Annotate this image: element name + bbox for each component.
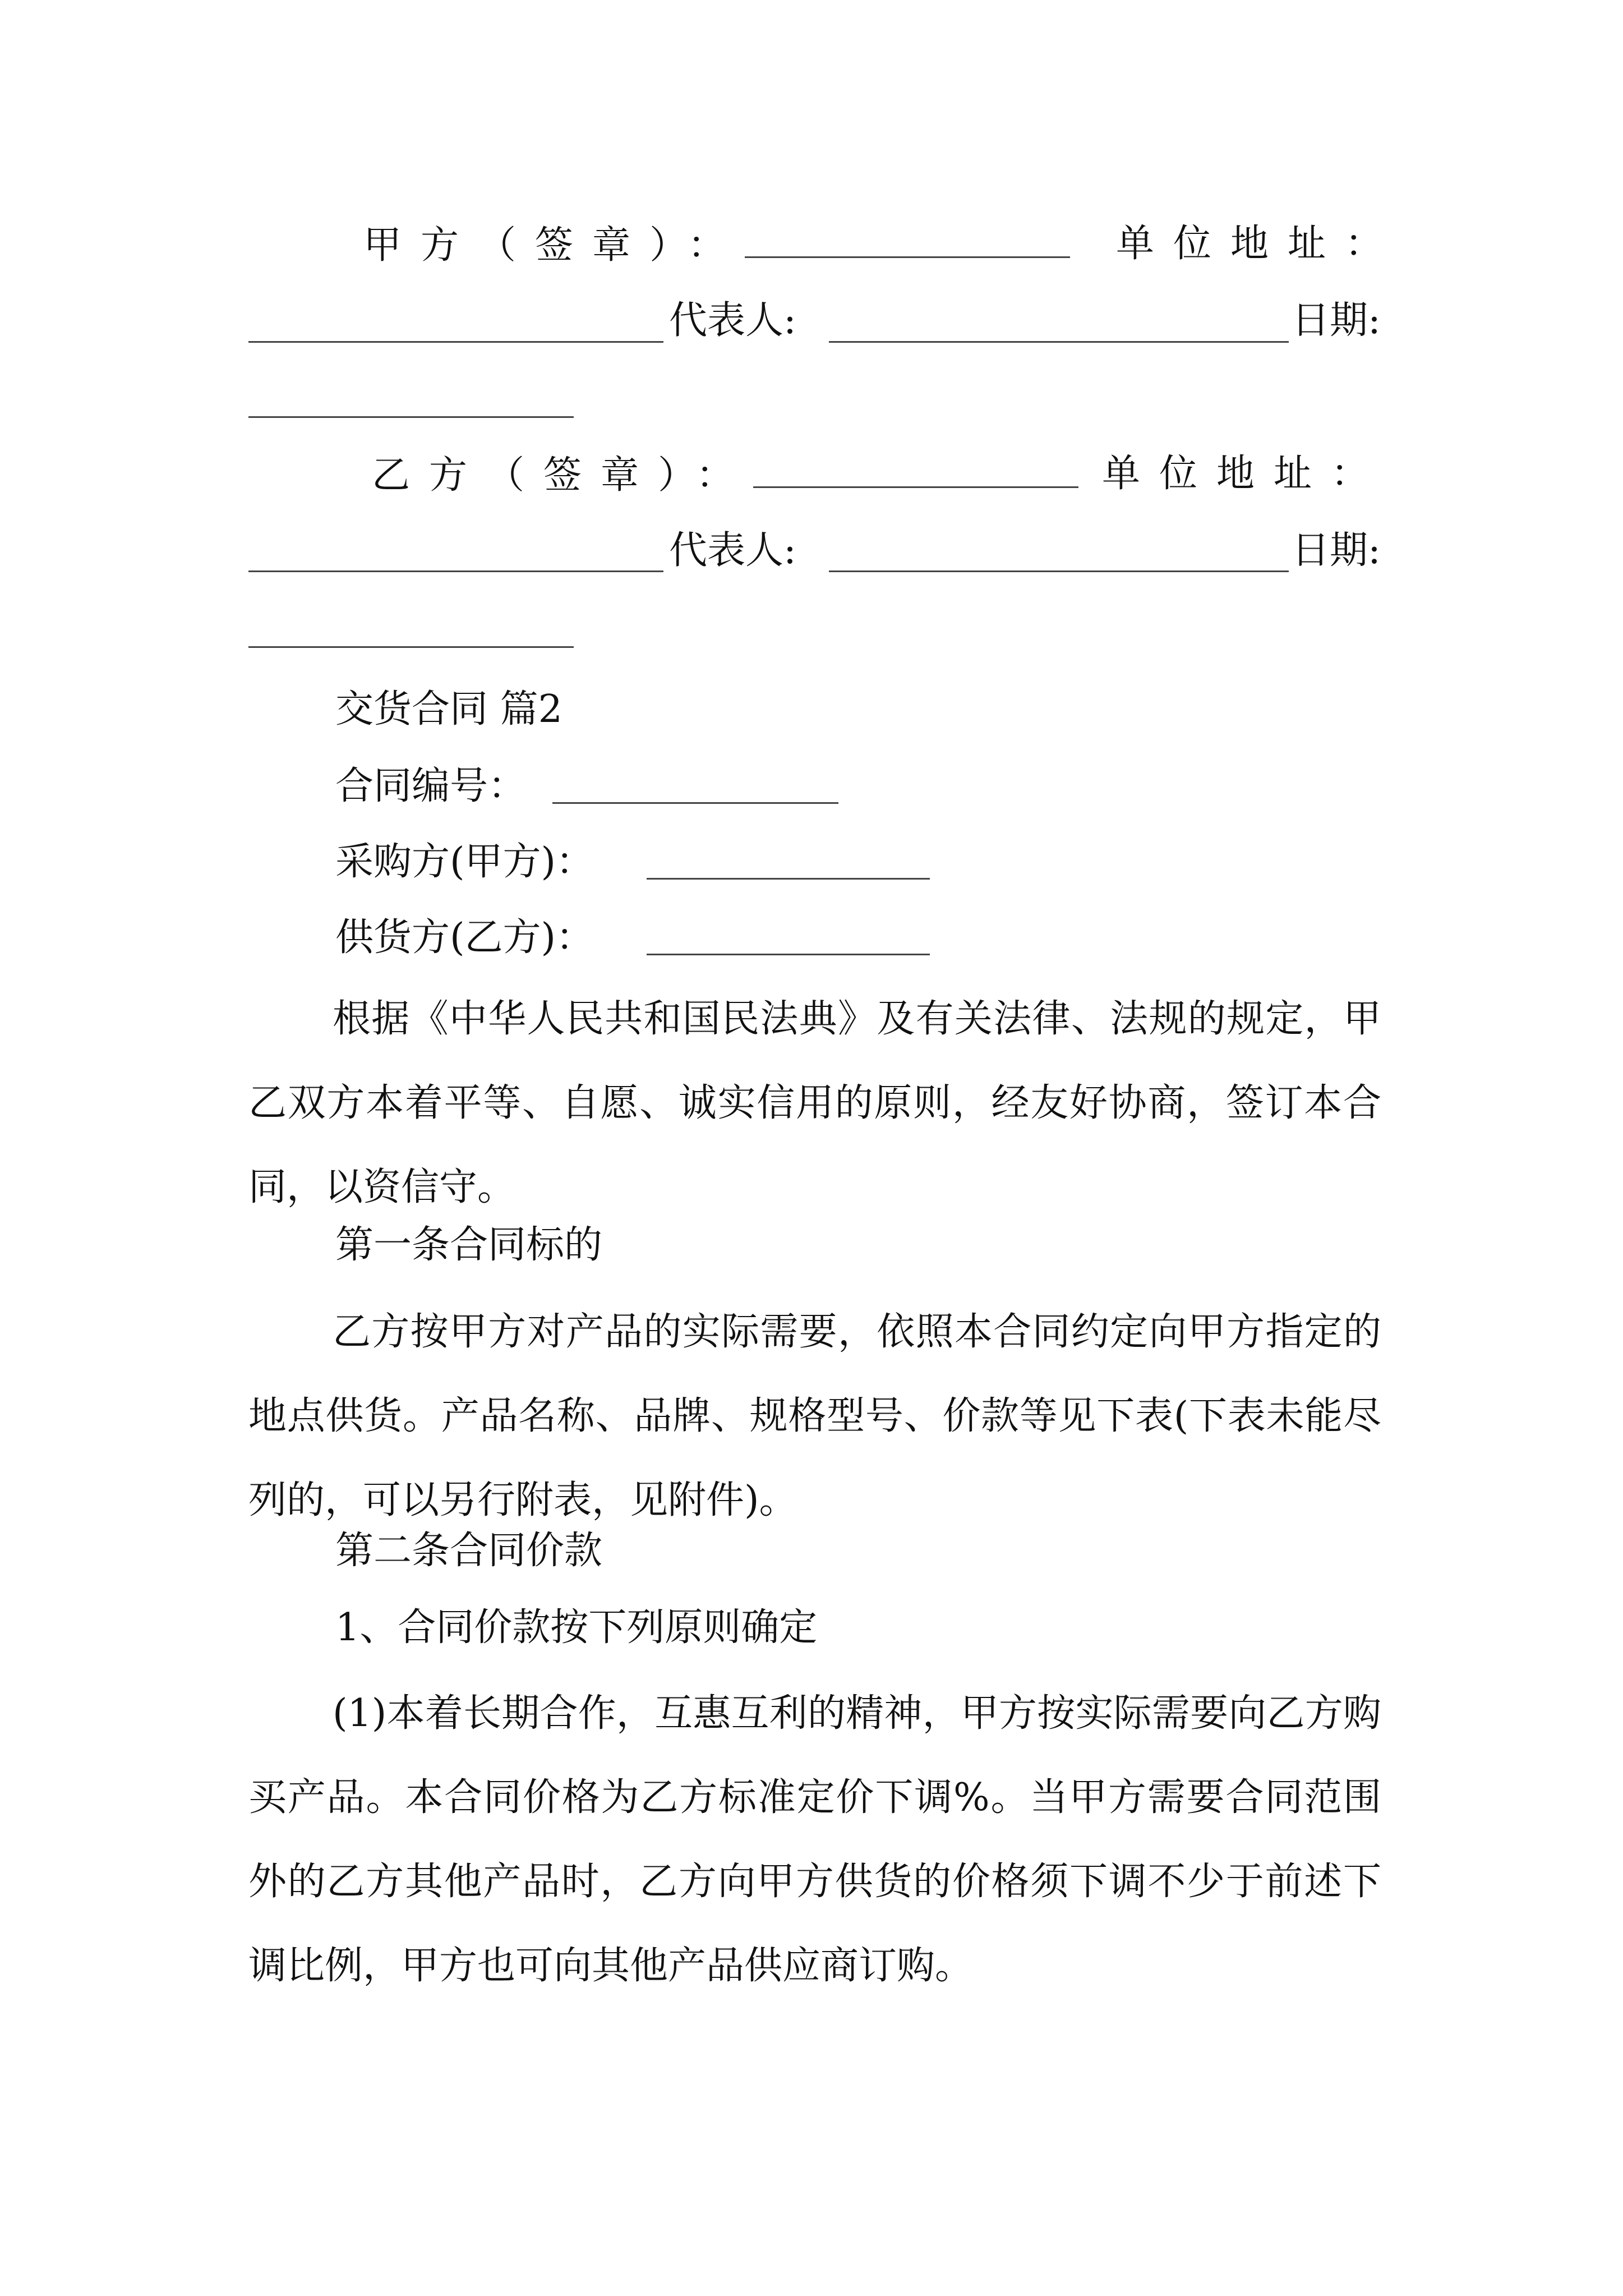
party-a-date-blank (248, 416, 574, 418)
party-a-signature-line (363, 222, 1070, 268)
article2-item1: 1、合同价款按下列原则确定 (335, 1605, 818, 1650)
party-b-date-blank (248, 646, 574, 648)
contract2-title: 交货合同 篇2 (335, 687, 562, 731)
article1-paragraph: 乙方按甲方对产品的实际需要，依照本合同约定向甲方指定的地点供货。产品名称、品牌、规格型号、价款等见下表(下表未能尽列的，可以另行附表，见附件)。 (248, 1310, 1381, 1522)
party-b-rep-label: 代表人: (669, 528, 796, 573)
party-b-address-label: 单位地址： (1102, 452, 1389, 496)
party-a-label: 甲方（签章）： (363, 223, 745, 268)
buyer-line (335, 840, 594, 885)
party-b-address-blank (248, 570, 663, 572)
contract-number-blank (552, 802, 838, 804)
contract-number-label: 合同编号： (335, 764, 527, 808)
party-b-blank (753, 452, 1078, 488)
party-a-rep-blank (829, 341, 1289, 343)
party-a-address-line (1116, 222, 1402, 266)
party-a-address-label: 单位地址： (1116, 222, 1403, 266)
intro-paragraph: 根据《中华人民共和国民法典》及有关法律、法规的规定，甲乙双方本着平等、自愿、诚实信用的原则，经友好协商，签订本合同，以资信守。 (248, 997, 1381, 1209)
party-b-signature-line (372, 452, 1078, 498)
party-b-label: 乙方（签章）： (372, 453, 754, 498)
supplier-label: 供货方(乙方)： (335, 915, 594, 960)
contract-number-line (335, 764, 526, 809)
party-b-address-line (1102, 452, 1388, 496)
article1-title: 第一条合同标的 (335, 1223, 603, 1267)
supplier-line (335, 915, 594, 960)
party-b-rep-blank (829, 570, 1289, 572)
party-a-blank (745, 222, 1070, 258)
buyer-blank (647, 878, 930, 880)
buyer-label: 采购方(甲方)： (335, 840, 594, 884)
party-a-address-blank (248, 341, 663, 343)
party-a-rep-label: 代表人: (669, 298, 796, 343)
article2-item1-sub1: (1)本着长期合作，互惠互利的精神，甲方按实际需要向乙方购买产品。本合同价格为乙方标准定价下调%。当甲方需要合同范围外的乙方其他产品时，乙方向甲方供货的价格须下调不少于前述下调比例，甲方也可向其他产品供应商订购。 (248, 1691, 1381, 1988)
supplier-blank (647, 954, 930, 955)
party-b-date-label: 日期: (1292, 528, 1381, 573)
party-a-date-label: 日期: (1292, 298, 1381, 343)
article2-title: 第二条合同价款 (335, 1529, 603, 1573)
